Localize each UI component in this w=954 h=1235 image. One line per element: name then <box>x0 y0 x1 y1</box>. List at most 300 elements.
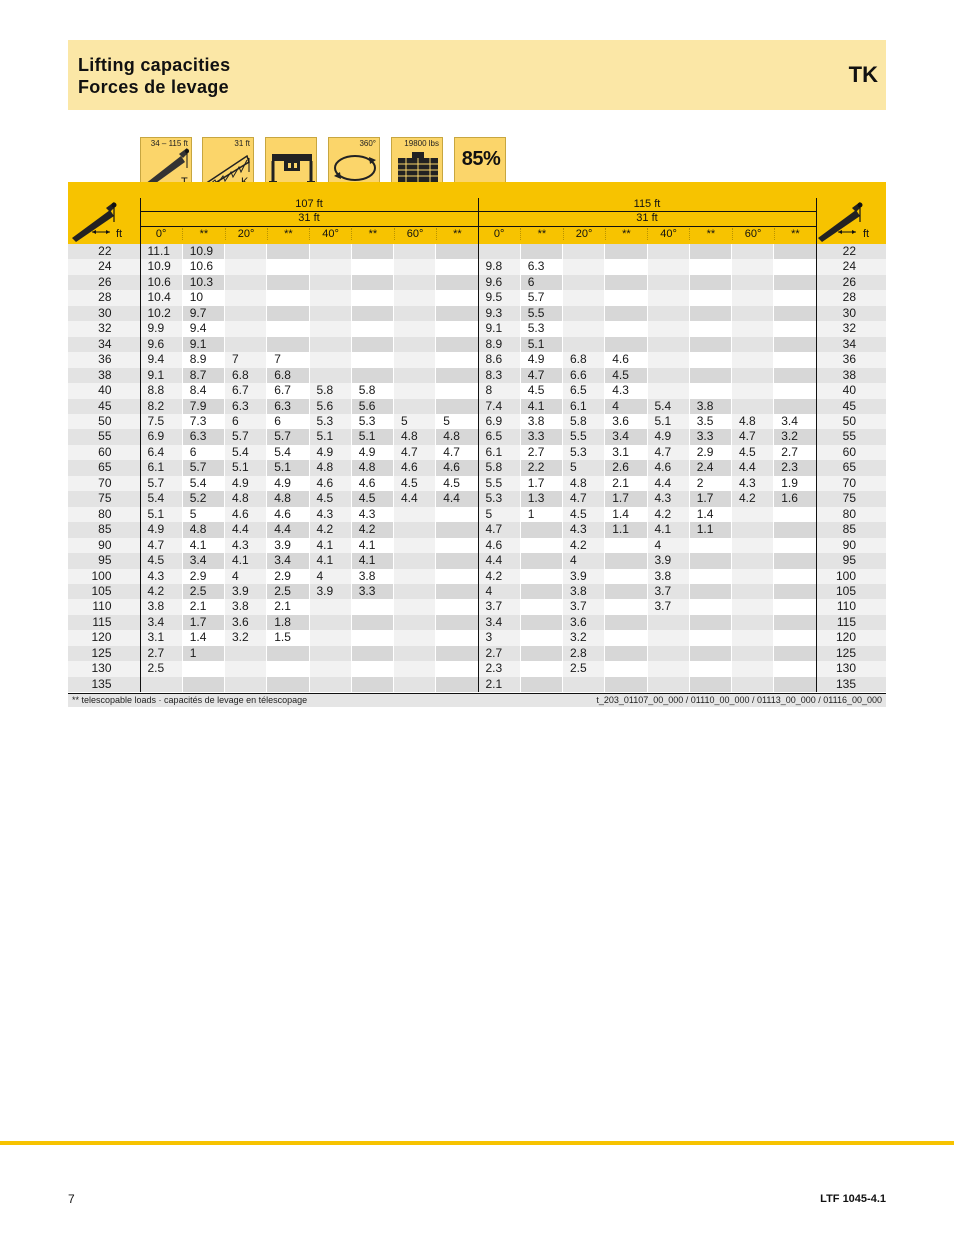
capacity-cell: 4.3 <box>647 491 689 506</box>
capacity-cell: 9.6 <box>140 337 182 352</box>
capacity-cell: 4.7 <box>140 538 182 553</box>
radius-cell: 32 <box>816 321 886 336</box>
radius-cell: 125 <box>816 646 886 661</box>
capacity-cell: 4.8 <box>436 429 478 444</box>
capacity-cell <box>774 599 816 614</box>
capacity-cell <box>394 661 436 676</box>
capacity-cell: 4.8 <box>309 460 351 475</box>
table-header <box>68 182 886 244</box>
capacity-cell: 3.9 <box>563 569 605 584</box>
capacity-cell <box>605 244 647 259</box>
capacity-cell: 5.6 <box>351 399 393 414</box>
rotation-label: 360° <box>359 139 376 148</box>
capacity-cell: 4.8 <box>267 491 309 506</box>
capacity-cell <box>774 677 816 692</box>
capacity-cell <box>774 244 816 259</box>
capacity-cell: 5.1 <box>520 337 562 352</box>
capacity-cell: 4.1 <box>182 538 224 553</box>
capacity-cell: 4.5 <box>732 445 774 460</box>
capacity-cell: 5.4 <box>225 445 267 460</box>
capacity-cell <box>774 399 816 414</box>
capacity-cell <box>351 275 393 290</box>
capacity-cell <box>394 275 436 290</box>
capacity-cell <box>774 259 816 274</box>
capacity-cell: 5.8 <box>309 383 351 398</box>
capacity-cell: 5 <box>478 507 520 522</box>
capacity-cell <box>436 599 478 614</box>
capacity-cell <box>267 290 309 305</box>
capacity-cell: 3.1 <box>140 630 182 645</box>
capacity-cell: 4.7 <box>563 491 605 506</box>
capacity-cell <box>732 306 774 321</box>
capacity-cell <box>436 244 478 259</box>
radius-cell: 26 <box>816 275 886 290</box>
capacity-cell <box>436 646 478 661</box>
capacity-cell: 2.3 <box>774 460 816 475</box>
angle-header: 40° <box>647 228 689 240</box>
table-row <box>68 352 886 367</box>
capacity-cell <box>351 599 393 614</box>
capacity-cell <box>732 615 774 630</box>
table-row <box>68 599 886 614</box>
capacity-cell <box>520 569 562 584</box>
table-row <box>68 553 886 568</box>
jib-length-label: 31 ft <box>234 139 250 148</box>
capacity-cell: 2.8 <box>563 646 605 661</box>
capacity-cell: 6.8 <box>225 368 267 383</box>
capacity-cell: 3.8 <box>225 599 267 614</box>
radius-cell: 135 <box>816 677 886 692</box>
capacity-cell <box>520 646 562 661</box>
capacity-cell: 4.9 <box>140 522 182 537</box>
capacity-cell <box>647 368 689 383</box>
page-number: 7 <box>68 1192 75 1206</box>
capacity-cell <box>605 661 647 676</box>
capacity-cell: 8.4 <box>182 383 224 398</box>
radius-cell: 30 <box>68 306 140 321</box>
capacity-cell <box>647 383 689 398</box>
capacity-cell: 4.8 <box>394 429 436 444</box>
radius-unit-left: ft <box>116 228 123 240</box>
capacity-cell <box>520 244 562 259</box>
table-row <box>68 661 886 676</box>
capacity-cell: 4.8 <box>182 522 224 537</box>
capacity-cell <box>309 337 351 352</box>
capacity-cell: 3.6 <box>605 414 647 429</box>
capacity-cell <box>225 275 267 290</box>
capacity-cell <box>605 584 647 599</box>
table-row <box>68 306 886 321</box>
capacity-cell: 3.3 <box>351 584 393 599</box>
capacity-cell: 3.4 <box>478 615 520 630</box>
capacity-cell <box>394 337 436 352</box>
capacity-cell: 6.3 <box>182 429 224 444</box>
capacity-cell: 4.5 <box>563 507 605 522</box>
radius-cell: 34 <box>816 337 886 352</box>
radius-cell: 36 <box>816 352 886 367</box>
capacity-cell <box>689 553 731 568</box>
capacity-cell: 2.7 <box>478 646 520 661</box>
capacity-cell: 9.4 <box>140 352 182 367</box>
capacity-cell <box>605 630 647 645</box>
capacity-cell <box>689 290 731 305</box>
radius-cell: 100 <box>68 569 140 584</box>
capacity-cell <box>436 290 478 305</box>
capacity-cell <box>394 383 436 398</box>
radius-cell: 30 <box>816 306 886 321</box>
table-row <box>68 615 886 630</box>
capacity-cell: 7.9 <box>182 399 224 414</box>
capacity-cell: 5.1 <box>351 429 393 444</box>
capacity-cell <box>309 321 351 336</box>
table-row <box>68 368 886 383</box>
capacity-cell: 4.3 <box>732 476 774 491</box>
capacity-cell: 9.9 <box>140 321 182 336</box>
capacity-cell: 4.9 <box>351 445 393 460</box>
capacity-cell <box>689 259 731 274</box>
capacity-cell <box>225 321 267 336</box>
table-row <box>68 522 886 537</box>
capacity-cell: 6.1 <box>563 399 605 414</box>
capacity-cell: 3.5 <box>689 414 731 429</box>
capacity-cell <box>436 615 478 630</box>
capacity-cell: 10.6 <box>140 275 182 290</box>
radius-cell: 105 <box>68 584 140 599</box>
capacity-cell <box>774 630 816 645</box>
capacity-cell <box>732 290 774 305</box>
capacity-cell <box>732 352 774 367</box>
capacity-cell: 5.1 <box>267 460 309 475</box>
angle-header: ** <box>267 228 309 240</box>
table-row <box>68 290 886 305</box>
capacity-cell <box>563 275 605 290</box>
table-row <box>68 460 886 475</box>
capacity-cell: 1 <box>520 507 562 522</box>
capacity-cell: 9.1 <box>182 337 224 352</box>
capacity-cell: 3.3 <box>689 429 731 444</box>
capacity-cell: 4.2 <box>732 491 774 506</box>
capacity-cell <box>605 553 647 568</box>
capacity-cell <box>351 368 393 383</box>
capacity-cell: 5.7 <box>225 429 267 444</box>
capacity-cell <box>689 615 731 630</box>
capacity-cell: 4.3 <box>225 538 267 553</box>
capacity-cell <box>394 522 436 537</box>
capacity-cell <box>689 368 731 383</box>
capacity-cell: 4.1 <box>351 538 393 553</box>
title-line-1: Lifting capacities <box>78 55 231 75</box>
capacity-cell <box>351 321 393 336</box>
capacity-cell <box>309 646 351 661</box>
capacity-cell: 4.7 <box>436 445 478 460</box>
capacity-cell <box>351 677 393 692</box>
capacity-data-table <box>68 244 886 692</box>
capacity-cell <box>309 661 351 676</box>
capacity-cell: 4.4 <box>732 460 774 475</box>
radius-cell: 24 <box>68 259 140 274</box>
radius-cell: 38 <box>68 368 140 383</box>
radius-cell: 80 <box>68 507 140 522</box>
capacity-cell: 4.4 <box>436 491 478 506</box>
radius-cell: 26 <box>68 275 140 290</box>
capacity-cell <box>774 306 816 321</box>
capacity-cell: 4.5 <box>436 476 478 491</box>
capacity-cell: 1.7 <box>520 476 562 491</box>
angle-header: ** <box>436 228 478 240</box>
capacity-cell: 4.5 <box>351 491 393 506</box>
capacity-cell: 6.3 <box>225 399 267 414</box>
capacity-cell <box>774 290 816 305</box>
capacity-cell: 7 <box>267 352 309 367</box>
capacity-cell: 2.9 <box>689 445 731 460</box>
capacity-cell <box>267 337 309 352</box>
capacity-cell <box>689 646 731 661</box>
capacity-cell: 3.8 <box>351 569 393 584</box>
capacity-cell <box>563 244 605 259</box>
radius-cell: 65 <box>816 460 886 475</box>
capacity-cell: 4.7 <box>732 429 774 444</box>
capacity-cell: 9.3 <box>478 306 520 321</box>
capacity-cell <box>774 569 816 584</box>
capacity-cell: 2.9 <box>267 569 309 584</box>
capacity-cell: 10 <box>182 290 224 305</box>
capacity-cell <box>689 383 731 398</box>
capacity-cell <box>436 507 478 522</box>
capacity-cell: 10.2 <box>140 306 182 321</box>
capacity-cell: 2.9 <box>182 569 224 584</box>
radius-cell: 50 <box>816 414 886 429</box>
radius-cell: 34 <box>68 337 140 352</box>
group-boom-115: 115 ft <box>633 198 661 210</box>
capacity-cell: 3.7 <box>647 584 689 599</box>
capacity-cell: 8 <box>478 383 520 398</box>
capacity-cell <box>436 383 478 398</box>
capacity-cell: 5.7 <box>140 476 182 491</box>
capacity-cell: 5.3 <box>478 491 520 506</box>
capacity-cell: 10.4 <box>140 290 182 305</box>
capacity-cell <box>309 352 351 367</box>
capacity-cell: 2.2 <box>520 460 562 475</box>
table-row <box>68 538 886 553</box>
radius-cell: 80 <box>816 507 886 522</box>
radius-cell: 110 <box>816 599 886 614</box>
capacity-cell <box>394 553 436 568</box>
capacity-cell: 9.7 <box>182 306 224 321</box>
capacity-cell: 8.2 <box>140 399 182 414</box>
capacity-cell <box>436 522 478 537</box>
capacity-cell <box>647 275 689 290</box>
radius-cell: 38 <box>816 368 886 383</box>
capacity-cell <box>478 244 520 259</box>
capacity-cell: 3.2 <box>225 630 267 645</box>
capacity-cell <box>689 337 731 352</box>
capacity-cell: 1.4 <box>182 630 224 645</box>
capacity-cell <box>774 507 816 522</box>
capacity-cell: 9.1 <box>140 368 182 383</box>
capacity-cell <box>732 630 774 645</box>
capacity-cell <box>436 306 478 321</box>
capacity-cell: 4.8 <box>563 476 605 491</box>
capacity-cell: 6.6 <box>563 368 605 383</box>
capacity-cell <box>309 615 351 630</box>
radius-cell: 90 <box>816 538 886 553</box>
group-divider <box>478 226 816 227</box>
capacity-cell: 4 <box>309 569 351 584</box>
capacity-cell: 5.3 <box>309 414 351 429</box>
capacity-cell: 4.9 <box>309 445 351 460</box>
capacity-cell: 4.4 <box>267 522 309 537</box>
capacity-cell: 4.6 <box>647 460 689 475</box>
capacity-cell: 4.2 <box>647 507 689 522</box>
radius-cell: 55 <box>68 429 140 444</box>
capacity-cell <box>225 306 267 321</box>
capacity-cell <box>774 646 816 661</box>
capacity-cell <box>351 244 393 259</box>
radius-cell: 120 <box>816 630 886 645</box>
capacity-cell <box>267 321 309 336</box>
angle-header: ** <box>605 228 647 240</box>
capacity-cell <box>394 646 436 661</box>
radius-cell: 115 <box>68 615 140 630</box>
capacity-cell: 8.7 <box>182 368 224 383</box>
capacity-cell <box>436 553 478 568</box>
capacity-cell: 4.6 <box>309 476 351 491</box>
capacity-cell: 6.4 <box>140 445 182 460</box>
capacity-cell: 4.5 <box>394 476 436 491</box>
capacity-cell: 4.2 <box>140 584 182 599</box>
capacity-cell: 1.1 <box>689 522 731 537</box>
capacity-cell <box>774 522 816 537</box>
radius-cell: 75 <box>68 491 140 506</box>
capacity-cell <box>689 244 731 259</box>
capacity-cell <box>225 677 267 692</box>
capacity-cell: 4.2 <box>351 522 393 537</box>
radius-cell: 28 <box>816 290 886 305</box>
capacity-cell: 4.5 <box>605 368 647 383</box>
capacity-cell: 5 <box>394 414 436 429</box>
capacity-cell: 3.1 <box>605 445 647 460</box>
capacity-cell <box>732 244 774 259</box>
capacity-cell <box>394 569 436 584</box>
table-row <box>68 337 886 352</box>
capacity-cell <box>436 538 478 553</box>
capacity-cell: 4 <box>605 399 647 414</box>
capacity-cell: 3.4 <box>140 615 182 630</box>
footnote-text: ** telescopable loads · capacités de levage en télescopage <box>72 695 308 705</box>
capacity-cell <box>436 337 478 352</box>
capacity-cell: 3.9 <box>647 553 689 568</box>
radius-cell: 24 <box>816 259 886 274</box>
table-row <box>68 569 886 584</box>
capacity-cell <box>732 599 774 614</box>
table-row <box>68 259 886 274</box>
radius-cell: 130 <box>68 661 140 676</box>
angle-header: 20° <box>563 228 605 240</box>
capacity-cell <box>732 383 774 398</box>
capacity-cell <box>563 290 605 305</box>
capacity-cell <box>140 677 182 692</box>
capacity-cell: 2 <box>689 476 731 491</box>
table-row <box>68 630 886 645</box>
capacity-cell: 3.6 <box>225 615 267 630</box>
capacity-cell: 6 <box>267 414 309 429</box>
capacity-cell <box>394 677 436 692</box>
capacity-cell: 4.9 <box>520 352 562 367</box>
capacity-cell: 2.5 <box>563 661 605 676</box>
capacity-cell: 5 <box>436 414 478 429</box>
capacity-cell: 2.1 <box>182 599 224 614</box>
capacity-cell <box>436 321 478 336</box>
capacity-cell: 4.6 <box>351 476 393 491</box>
capacity-cell: 2.6 <box>605 460 647 475</box>
capacity-cell: 4.9 <box>225 476 267 491</box>
table-row <box>68 399 886 414</box>
capacity-cell <box>647 306 689 321</box>
radius-cell: 90 <box>68 538 140 553</box>
capacity-cell <box>351 630 393 645</box>
capacity-cell: 5.1 <box>309 429 351 444</box>
angle-header: 40° <box>309 228 351 240</box>
capacity-cell: 1 <box>182 646 224 661</box>
capacity-cell: 3.6 <box>563 615 605 630</box>
capacity-cell: 2.7 <box>774 445 816 460</box>
capacity-cell <box>394 321 436 336</box>
capacity-cell <box>605 569 647 584</box>
capacity-cell <box>605 538 647 553</box>
table-row <box>68 429 886 444</box>
capacity-cell: 1.5 <box>267 630 309 645</box>
capacity-cell: 4.6 <box>605 352 647 367</box>
capacity-cell: 1.9 <box>774 476 816 491</box>
capacity-cell <box>605 615 647 630</box>
capacity-cell: 4.1 <box>309 553 351 568</box>
capacity-cell: 6.1 <box>140 460 182 475</box>
capacity-cell: 2.1 <box>605 476 647 491</box>
capacity-cell <box>563 306 605 321</box>
radius-cell: 55 <box>816 429 886 444</box>
capacity-cell <box>605 290 647 305</box>
capacity-cell <box>436 368 478 383</box>
angle-header: ** <box>351 228 393 240</box>
capacity-cell <box>394 244 436 259</box>
capacity-cell <box>732 646 774 661</box>
capacity-cell <box>267 677 309 692</box>
capacity-cell <box>647 677 689 692</box>
radius-cell: 60 <box>816 445 886 460</box>
capacity-cell <box>436 399 478 414</box>
capacity-cell <box>732 321 774 336</box>
capacity-cell: 6.7 <box>267 383 309 398</box>
capacity-cell: 5 <box>563 460 605 475</box>
table-row <box>68 321 886 336</box>
capacity-cell <box>351 615 393 630</box>
capacity-cell: 3.4 <box>267 553 309 568</box>
capacity-cell: 2.1 <box>267 599 309 614</box>
capacity-cell <box>225 646 267 661</box>
capacity-cell: 1.7 <box>182 615 224 630</box>
capacity-cell <box>520 661 562 676</box>
table-row <box>68 491 886 506</box>
capacity-cell <box>732 553 774 568</box>
capacity-cell: 7.3 <box>182 414 224 429</box>
radius-cell: 130 <box>816 661 886 676</box>
capacity-cell: 6.8 <box>563 352 605 367</box>
capacity-cell <box>309 259 351 274</box>
capacity-cell: 6.3 <box>520 259 562 274</box>
table-row <box>68 507 886 522</box>
capacity-cell <box>351 259 393 274</box>
capacity-cell: 5.1 <box>647 414 689 429</box>
